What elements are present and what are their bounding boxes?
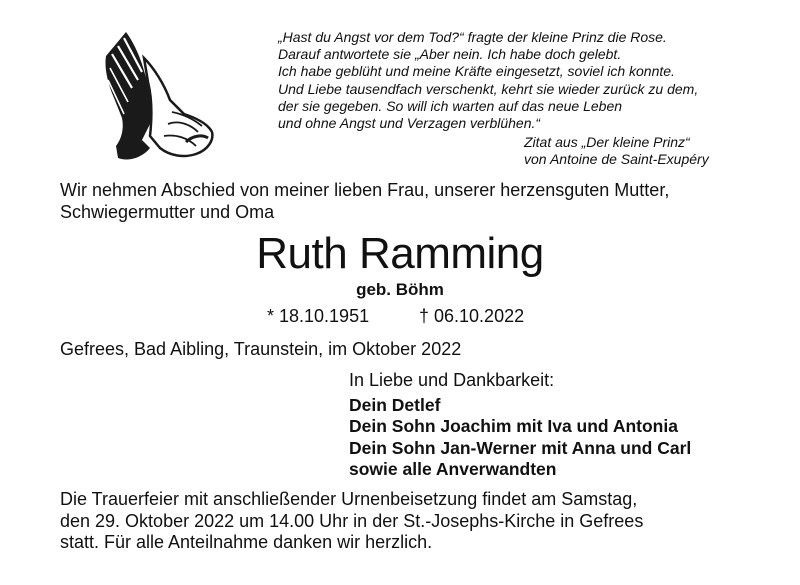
mourner: Dein Sohn Joachim mit Iva und Antonia (349, 416, 678, 437)
quote-source (524, 134, 784, 168)
funeral-line: statt. Für alle Anteilnahme danken wir herzlich. (60, 532, 433, 552)
mourner: Dein Sohn Jan-Werner mit Anna und Carl (349, 437, 692, 458)
funeral-line: Die Trauerfeier mit anschließender Urnenbeisetzung findet am Samstag, (60, 489, 638, 509)
maiden-name: geb. Böhm (356, 280, 444, 299)
quote-source-line: Zitat aus „Der kleine Prinz“ (524, 134, 690, 150)
quote-text (278, 29, 778, 132)
place-and-date: Gefrees, Bad Aibling, Traunstein, im Oktober 2022 (60, 339, 462, 359)
quote-source-line: von Antoine de Saint-Exupéry (524, 151, 709, 168)
intro-line: Wir nehmen Abschied von meiner lieben Frau, unserer herzensguten Mutter, (60, 180, 670, 200)
quote-line: Und Liebe tausendfach verschenkt, kehrt sie wieder zurück zu dem, (278, 80, 699, 97)
mourner: Dein Detlef (349, 395, 441, 415)
quote-line: der sie gegeben. So will ich warten auf das neue Leben (278, 97, 623, 114)
birth-date: * 18.10.1951 (267, 306, 370, 326)
death-date: † 06.10.2022 (419, 306, 525, 326)
mourner: sowie alle Anverwandten (349, 458, 557, 479)
intro-line: Schwiegermutter und Oma (60, 201, 275, 222)
quote-line: „Hast du Angst vor dem Tod?“ fragte der kleine Prinz die Rose. (278, 29, 667, 45)
deceased-name: Ruth Ramming (256, 229, 544, 278)
praying-hands-icon (98, 28, 216, 162)
quote-line: Ich habe geblüht und meine Kräfte eingesetzt, soviel ich konnte. (278, 63, 675, 80)
quote-line: und ohne Angst und Verzagen verblühen.“ (278, 115, 541, 132)
funeral-line: den 29. Oktober 2022 um 14.00 Uhr in der St.-Josephs-Kirche in Gefrees (60, 510, 644, 531)
gratitude-line: In Liebe und Dankbarkeit: (349, 370, 555, 390)
funeral-notice (60, 489, 780, 554)
mourners-list (349, 395, 691, 480)
intro-text (60, 180, 780, 223)
quote-line: Darauf antwortete sie „Aber nein. Ich habe doch gelebt. (278, 46, 622, 63)
